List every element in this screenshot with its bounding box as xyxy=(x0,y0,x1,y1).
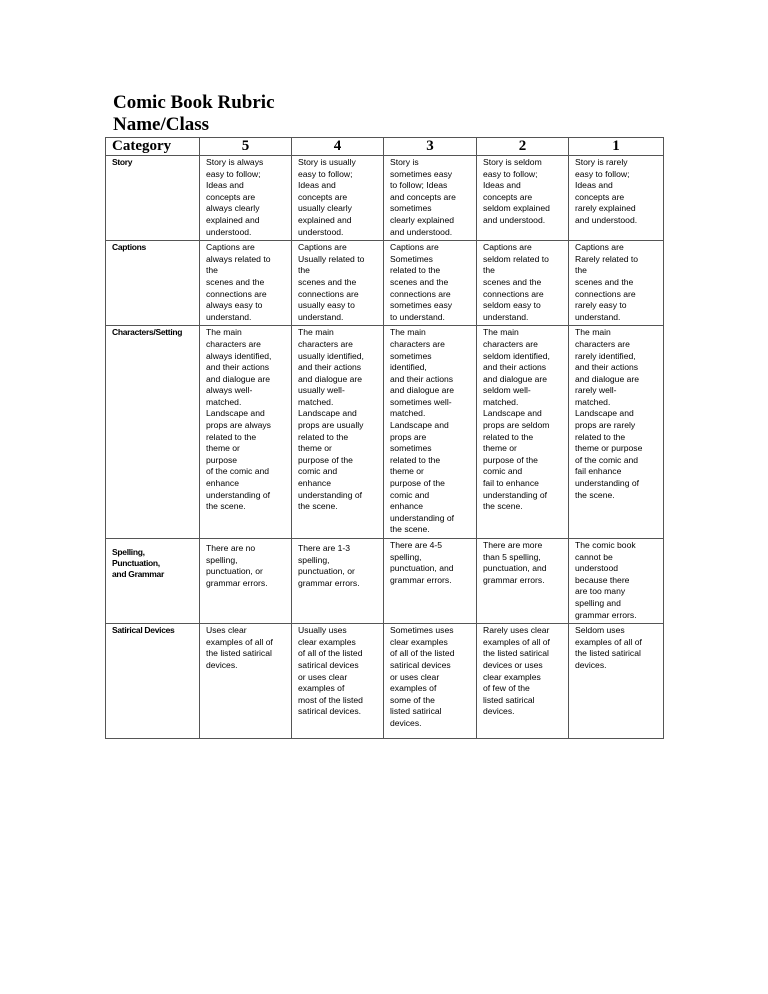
descriptor-line: enhance xyxy=(206,478,239,489)
descriptor-line: related to the xyxy=(575,431,626,442)
descriptor-line: connections are xyxy=(483,288,544,299)
descriptor-cell-score-3 xyxy=(384,539,477,624)
descriptor-line: devices. xyxy=(575,659,607,670)
descriptor-cell-score-4 xyxy=(292,241,384,326)
descriptor-line: Landscape and xyxy=(298,408,357,419)
descriptor-line: easy to follow; xyxy=(206,168,261,179)
descriptor-cell-score-5 xyxy=(200,539,292,624)
descriptor-line: the scene. xyxy=(575,489,615,500)
descriptor-line: and dialogue are xyxy=(390,385,455,396)
descriptor-line: rarely identified, xyxy=(575,350,636,361)
descriptor-line: matched. xyxy=(483,396,519,407)
descriptor-cell-score-2 xyxy=(477,539,569,624)
descriptor-line: matched. xyxy=(575,396,611,407)
descriptor-line: listed satirical xyxy=(390,706,442,717)
descriptor-line: to follow; Ideas xyxy=(390,180,448,191)
descriptor-cell-score-4 xyxy=(292,624,384,739)
descriptor-line: Uses clear xyxy=(206,625,247,636)
descriptor-line: There are 1-3 xyxy=(298,543,351,553)
descriptor-line: understood. xyxy=(298,226,344,237)
category-label-line: Spelling, xyxy=(112,547,145,557)
descriptor-line: clear examples xyxy=(298,636,356,647)
descriptor-cell-score-4 xyxy=(292,539,384,624)
descriptor-line: Ideas and xyxy=(298,180,336,191)
descriptor-line: props are usually xyxy=(298,420,364,431)
descriptor-cell-score-5 xyxy=(200,156,292,241)
descriptor-line: concepts are xyxy=(575,191,625,202)
descriptor-cell-score-5 xyxy=(200,241,292,326)
descriptor-line: the xyxy=(575,265,587,276)
descriptor-line: the listed satirical xyxy=(483,648,549,659)
descriptor-line: of the comic and xyxy=(575,454,639,465)
header-score-5: 5 xyxy=(200,138,292,156)
descriptor-line: matched. xyxy=(206,396,242,407)
descriptor-line: understanding of xyxy=(298,489,363,500)
descriptor-line: clearly explained xyxy=(390,214,455,225)
descriptor-line: Seldom uses xyxy=(575,625,625,636)
category-label-line: Characters/Setting xyxy=(112,327,183,338)
descriptor-line: The main xyxy=(206,327,242,338)
descriptor-cell-score-3 xyxy=(384,624,477,739)
descriptor-line: Landscape and xyxy=(575,408,634,419)
descriptor-line: characters are xyxy=(298,338,353,349)
descriptor-line: Landscape and xyxy=(483,408,542,419)
descriptor-line: characters are xyxy=(390,338,445,349)
descriptor-line: understanding of xyxy=(483,489,548,500)
descriptor-line: easy to follow; xyxy=(575,168,630,179)
descriptor-line: The main xyxy=(483,327,519,338)
descriptor-cell-score-1 xyxy=(569,156,664,241)
descriptor-line: easy to follow; xyxy=(483,168,538,179)
header-score-3: 3 xyxy=(384,138,477,156)
descriptor-line: theme or xyxy=(390,466,424,477)
descriptor-line: understood. xyxy=(206,226,252,237)
descriptor-line: There are no xyxy=(206,543,256,553)
descriptor-line: devices. xyxy=(206,659,238,670)
descriptor-cell-score-2 xyxy=(477,241,569,326)
descriptor-line: than 5 spelling, xyxy=(483,551,541,562)
descriptor-line: rarely well- xyxy=(575,385,617,396)
descriptor-cell-score-3 xyxy=(384,156,477,241)
descriptor-line: Usually uses xyxy=(298,625,347,636)
header-row xyxy=(106,138,664,156)
descriptor-line: Story is usually xyxy=(298,157,356,167)
descriptor-line: Ideas and xyxy=(575,180,613,191)
header-score-1: 1 xyxy=(569,138,664,156)
descriptor-line: the listed satirical xyxy=(575,648,641,659)
rubric-row-spelling-punctuation-grammar xyxy=(106,539,664,624)
descriptor-line: spelling and xyxy=(575,597,621,608)
descriptor-line: Landscape and xyxy=(390,420,449,431)
descriptor-line: understand. xyxy=(298,311,344,322)
descriptor-line: Story is xyxy=(390,157,419,167)
descriptor-line: sometimes xyxy=(390,203,432,214)
descriptor-line: scenes and the xyxy=(390,276,449,287)
descriptor-line: comic and xyxy=(390,489,430,500)
descriptor-line: listed satirical xyxy=(483,694,535,705)
descriptor-line: sometimes xyxy=(390,443,432,454)
descriptor-line: Story is always xyxy=(206,157,264,167)
descriptor-line: Story is seldom xyxy=(483,157,542,167)
descriptor-line: The main xyxy=(390,327,426,338)
descriptor-line: usually identified, xyxy=(298,350,364,361)
descriptor-cell-score-3 xyxy=(384,241,477,326)
descriptor-line: fail enhance xyxy=(575,466,622,477)
descriptor-line: theme or xyxy=(483,443,517,454)
descriptor-line: Rarely uses clear xyxy=(483,625,550,636)
descriptor-line: always related to xyxy=(206,253,271,264)
descriptor-line: props are xyxy=(390,431,427,442)
descriptor-line: always clearly xyxy=(206,203,260,214)
descriptor-line: some of the xyxy=(390,694,435,705)
descriptor-line: scenes and the xyxy=(298,276,357,287)
descriptor-line: and concepts are xyxy=(390,191,456,202)
descriptor-line: examples of xyxy=(298,683,345,694)
descriptor-line: most of the listed xyxy=(298,694,363,705)
descriptor-line: fail to enhance xyxy=(483,478,539,489)
descriptor-line: and their actions xyxy=(575,362,639,373)
descriptor-cell-score-3 xyxy=(384,326,477,539)
descriptor-line: Captions are xyxy=(206,242,255,253)
descriptor-line: and understood. xyxy=(483,214,546,225)
rubric-table xyxy=(105,137,664,739)
descriptor-line: punctuation, or xyxy=(206,566,263,577)
descriptor-line: Captions are xyxy=(298,242,347,253)
descriptor-line: and their actions xyxy=(206,362,270,373)
descriptor-line: clear examples xyxy=(483,671,541,682)
descriptor-line: The comic book xyxy=(575,540,636,550)
descriptor-line: grammar errors. xyxy=(298,577,360,588)
category-cell xyxy=(106,156,200,241)
descriptor-cell-score-5 xyxy=(200,326,292,539)
descriptor-line: theme or xyxy=(206,443,240,454)
descriptor-line: understanding of xyxy=(206,489,271,500)
rubric-row-characters-setting xyxy=(106,326,664,539)
descriptor-line: Captions are xyxy=(575,242,624,253)
descriptor-line: the scene. xyxy=(298,501,338,512)
descriptor-line: related to the xyxy=(390,454,441,465)
descriptor-line: easy to follow; xyxy=(298,168,353,179)
descriptor-line: are too many xyxy=(575,586,626,597)
descriptor-cell-score-4 xyxy=(292,156,384,241)
rubric-row-story xyxy=(106,156,664,241)
category-cell xyxy=(106,326,200,539)
descriptor-line: explained and xyxy=(298,214,352,225)
descriptor-line: cannot be xyxy=(575,551,613,562)
rubric-body xyxy=(106,156,664,739)
descriptor-line: Captions are xyxy=(483,242,532,253)
descriptor-line: Landscape and xyxy=(206,408,265,419)
descriptor-line: of the comic and xyxy=(206,466,270,477)
category-cell xyxy=(106,539,200,624)
descriptor-line: There are 4-5 xyxy=(390,540,443,550)
descriptor-line: sometimes easy xyxy=(390,300,453,311)
descriptor-line: scenes and the xyxy=(575,276,634,287)
header-score-4: 4 xyxy=(292,138,384,156)
descriptor-line: sometimes well- xyxy=(390,396,452,407)
descriptor-line: Story is rarely xyxy=(575,157,628,167)
descriptor-line: theme or purpose xyxy=(575,443,643,454)
descriptor-line: grammar errors. xyxy=(483,574,545,585)
descriptor-cell-score-1 xyxy=(569,326,664,539)
descriptor-line: Rarely related to xyxy=(575,253,639,264)
descriptor-line: Captions are xyxy=(390,242,439,253)
header-score-2: 2 xyxy=(477,138,569,156)
descriptor-line: punctuation, and xyxy=(483,563,547,574)
descriptor-line: matched. xyxy=(298,396,334,407)
descriptor-line: examples of all of xyxy=(483,636,550,647)
descriptor-line: related to the xyxy=(206,431,257,442)
descriptor-cell-score-1 xyxy=(569,539,664,624)
descriptor-line: purpose of the xyxy=(390,478,445,489)
descriptor-line: scenes and the xyxy=(206,276,265,287)
descriptor-line: characters are xyxy=(575,338,630,349)
descriptor-line: spelling, xyxy=(298,554,330,565)
descriptor-line: theme or xyxy=(298,443,332,454)
descriptor-line: Sometimes uses xyxy=(390,625,454,636)
descriptor-line: comic and xyxy=(298,466,338,477)
descriptor-line: satirical devices xyxy=(298,659,359,670)
descriptor-line: related to the xyxy=(298,431,349,442)
descriptor-line: to understand. xyxy=(390,311,445,322)
descriptor-line: seldom related to xyxy=(483,253,549,264)
descriptor-line: and understood. xyxy=(575,214,638,225)
descriptor-line: understanding of xyxy=(575,478,640,489)
descriptor-line: and dialogue are xyxy=(206,373,271,384)
descriptor-cell-score-1 xyxy=(569,241,664,326)
descriptor-line: examples of all of xyxy=(206,636,273,647)
descriptor-line: usually well- xyxy=(298,385,345,396)
descriptor-line: matched. xyxy=(390,408,426,419)
descriptor-line: satirical devices. xyxy=(298,706,362,717)
descriptor-line: connections are xyxy=(206,288,267,299)
descriptor-line: characters are xyxy=(483,338,538,349)
descriptor-line: of all of the listed xyxy=(298,648,363,659)
descriptor-line: sometimes xyxy=(390,350,432,361)
descriptor-line: enhance xyxy=(298,478,331,489)
descriptor-line: seldom well- xyxy=(483,385,531,396)
descriptor-line: of few of the xyxy=(483,683,530,694)
descriptor-line: grammar errors. xyxy=(390,574,452,585)
title-line: Comic Book Rubric xyxy=(113,92,275,113)
descriptor-line: connections are xyxy=(298,288,359,299)
descriptor-line: the xyxy=(298,265,310,276)
descriptor-line: usually easy to xyxy=(298,300,355,311)
descriptor-line: rarely easy to xyxy=(575,300,627,311)
descriptor-line: connections are xyxy=(390,288,451,299)
descriptor-line: related to the xyxy=(390,265,441,276)
descriptor-line: characters are xyxy=(206,338,261,349)
category-label-line: Story xyxy=(112,157,133,167)
header-category: Category xyxy=(106,138,200,156)
descriptor-line: purpose of the xyxy=(298,454,353,465)
descriptor-line: and their actions xyxy=(298,362,362,373)
descriptor-line: and dialogue are xyxy=(483,373,548,384)
descriptor-line: because there xyxy=(575,574,630,585)
descriptor-line: sometimes easy xyxy=(390,168,453,179)
descriptor-line: purpose of the xyxy=(483,454,538,465)
descriptor-line: connections are xyxy=(575,288,636,299)
descriptor-line: rarely explained xyxy=(575,203,636,214)
descriptor-line: and understood. xyxy=(390,226,453,237)
descriptor-cell-score-2 xyxy=(477,326,569,539)
descriptor-line: and dialogue are xyxy=(575,373,640,384)
rubric-row-satirical-devices xyxy=(106,624,664,739)
descriptor-line: concepts are xyxy=(206,191,256,202)
descriptor-line: understand. xyxy=(206,311,252,322)
descriptor-line: or uses clear xyxy=(390,671,440,682)
descriptor-line: props are rarely xyxy=(575,420,636,431)
descriptor-line: or uses clear xyxy=(298,671,348,682)
descriptor-line: spelling, xyxy=(390,551,422,562)
descriptor-line: devices or uses xyxy=(483,659,543,670)
category-cell xyxy=(106,624,200,739)
descriptor-cell-score-5 xyxy=(200,624,292,739)
descriptor-line: identified, xyxy=(390,362,427,373)
descriptor-line: There are more xyxy=(483,540,543,550)
descriptor-line: The main xyxy=(298,327,334,338)
descriptor-line: the listed satirical xyxy=(206,648,272,659)
descriptor-line: enhance xyxy=(390,501,423,512)
category-label-line: Captions xyxy=(112,242,146,253)
descriptor-line: punctuation, or xyxy=(298,566,355,577)
descriptor-line: spelling, xyxy=(206,554,238,565)
category-label-line: Satirical Devices xyxy=(112,625,175,636)
descriptor-line: seldom identified, xyxy=(483,350,550,361)
descriptor-cell-score-2 xyxy=(477,156,569,241)
descriptor-line: props are always xyxy=(206,420,271,431)
descriptor-cell-score-1 xyxy=(569,624,664,739)
descriptor-line: Usually related to xyxy=(298,253,365,264)
descriptor-line: the xyxy=(483,265,495,276)
descriptor-line: examples of all of xyxy=(575,636,642,647)
descriptor-line: grammar errors. xyxy=(206,577,268,588)
descriptor-line: purpose xyxy=(206,454,238,465)
descriptor-line: comic and xyxy=(483,466,523,477)
rubric-row-captions xyxy=(106,241,664,326)
descriptor-line: devices. xyxy=(483,706,515,717)
descriptor-line: related to the xyxy=(483,431,534,442)
name-class-line: Name/Class xyxy=(113,114,210,135)
category-label-line: Punctuation, xyxy=(112,558,160,568)
descriptor-line: understanding of xyxy=(390,512,455,523)
descriptor-line: examples of xyxy=(390,683,437,694)
descriptor-cell-score-2 xyxy=(477,624,569,739)
descriptor-line: usually clearly xyxy=(298,203,352,214)
descriptor-line: and their actions xyxy=(483,362,547,373)
descriptor-line: Sometimes xyxy=(390,253,433,264)
descriptor-line: satirical devices xyxy=(390,659,451,670)
descriptor-line: always easy to xyxy=(206,300,263,311)
descriptor-line: the scene. xyxy=(206,501,246,512)
descriptor-line: scenes and the xyxy=(483,276,542,287)
descriptor-line: always identified, xyxy=(206,350,272,361)
descriptor-line: explained and xyxy=(206,214,260,225)
descriptor-line: concepts are xyxy=(483,191,533,202)
descriptor-line: understand. xyxy=(575,311,621,322)
descriptor-line: Ideas and xyxy=(483,180,521,191)
descriptor-line: devices. xyxy=(390,717,422,728)
descriptor-line: understood xyxy=(575,563,619,574)
descriptor-line: grammar errors. xyxy=(575,609,637,620)
descriptor-line: of all of the listed xyxy=(390,648,455,659)
descriptor-line: concepts are xyxy=(298,191,348,202)
descriptor-line: props are seldom xyxy=(483,420,550,431)
descriptor-line: Ideas and xyxy=(206,180,244,191)
descriptor-cell-score-4 xyxy=(292,326,384,539)
category-cell xyxy=(106,241,200,326)
descriptor-line: always well- xyxy=(206,385,253,396)
category-label-line: and Grammar xyxy=(112,569,164,579)
descriptor-line: understand. xyxy=(483,311,529,322)
descriptor-line: The main xyxy=(575,327,611,338)
descriptor-line: clear examples xyxy=(390,636,448,647)
page-title xyxy=(113,92,275,136)
descriptor-line: seldom easy to xyxy=(483,300,541,311)
descriptor-line: the scene. xyxy=(390,524,430,535)
descriptor-line: and dialogue are xyxy=(298,373,363,384)
descriptor-line: seldom explained xyxy=(483,203,550,214)
descriptor-line: the xyxy=(206,265,218,276)
descriptor-line: punctuation, and xyxy=(390,563,454,574)
descriptor-line: the scene. xyxy=(483,501,523,512)
descriptor-line: and their actions xyxy=(390,373,454,384)
